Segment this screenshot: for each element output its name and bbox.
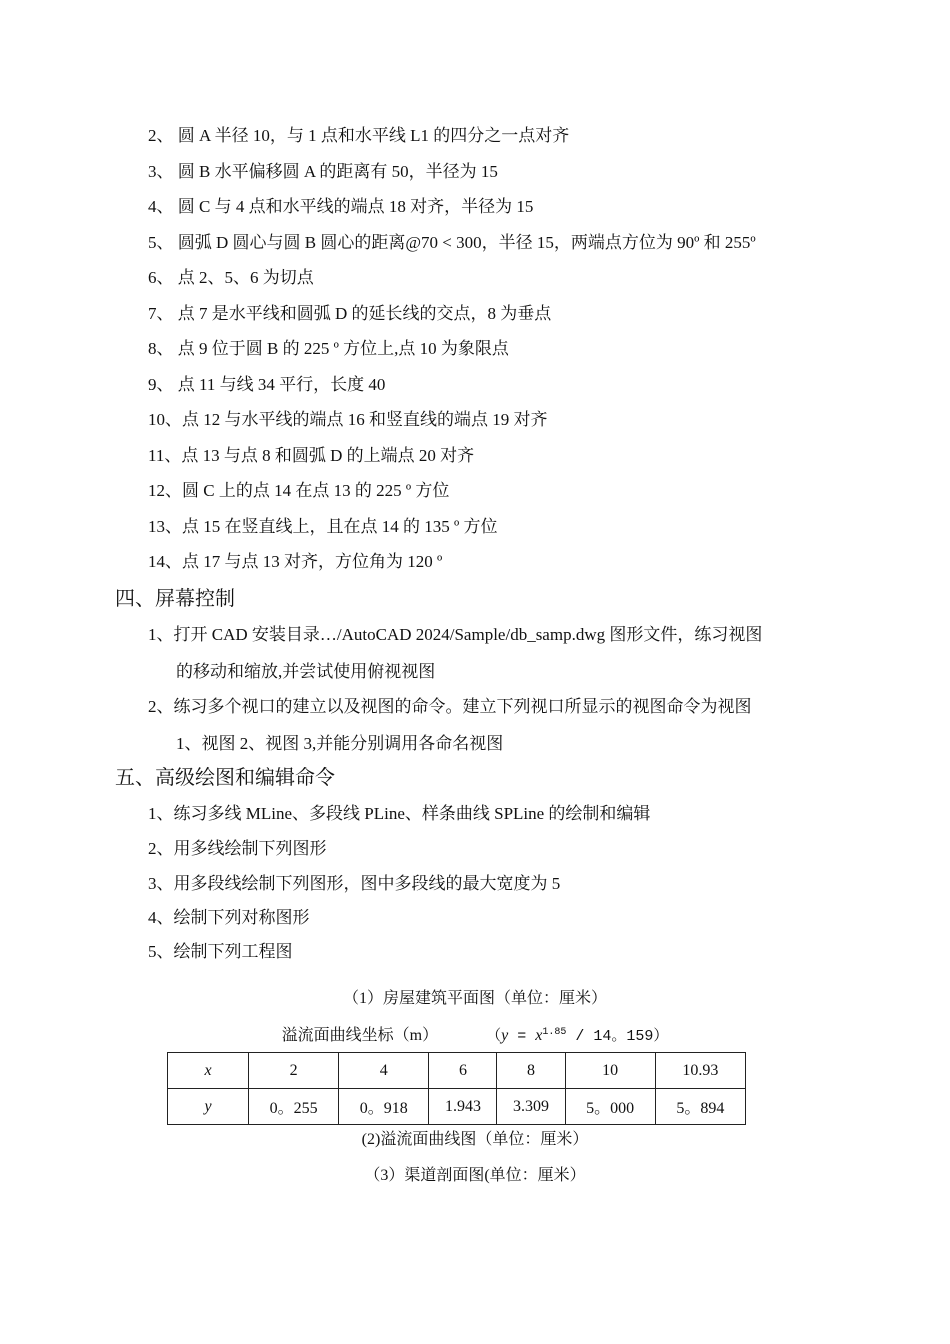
equation-rest: / 14。159 — [566, 1028, 654, 1045]
list-item: 1、打开 CAD 安装目录…/AutoCAD 2024/Sample/db_samp.dwg 图形文件，练习视图 — [148, 625, 763, 644]
list-item: 4、绘制下列对称图形 — [148, 908, 310, 927]
list-item: 12、圆 C 上的点 14 在点 13 的 225 º 方位 — [148, 481, 450, 500]
figure-caption-channel-section: （3）渠道剖面图(单位：厘米） — [364, 1167, 586, 1184]
table-cell: 3.309 — [497, 1089, 565, 1125]
list-item-continuation: 的移动和缩放,并尝试使用俯视视图 — [176, 662, 436, 681]
row-label-x: x — [168, 1053, 249, 1089]
list-item: 7、 点 7 是水平线和圆弧 D 的延长线的交点，8 为垂点 — [148, 304, 552, 323]
curve-equation: （$y = x^{1.85} / 14$。159） — [486, 1027, 669, 1045]
list-item: 2、练习多个视口的建立以及视图的命令。建立下列视口所显示的视图命令为视图 — [148, 697, 752, 716]
list-item: 6、 点 2、5、6 为切点 — [148, 268, 314, 287]
list-item: 3、用多段线绘制下列图形，图中多段线的最大宽度为 5 — [148, 874, 561, 893]
equation-equals: = — [508, 1028, 536, 1045]
table-cell: 0。918 — [339, 1089, 429, 1125]
equation-x: x — [535, 1027, 543, 1044]
list-item: 1、练习多线 MLine、多段线 PLine、样条曲线 SPLine 的绘制和编辑 — [148, 804, 651, 823]
list-item: 13、点 15 在竖直线上，且在点 14 的 135 º 方位 — [148, 517, 498, 536]
table-cell: 8 — [497, 1053, 565, 1089]
list-item-continuation: 1、视图 2、视图 3,并能分别调用各命名视图 — [176, 734, 504, 753]
equation-exponent: 1.85 — [542, 1027, 567, 1038]
table-cell: 0。255 — [249, 1089, 339, 1125]
list-item: 10、点 12 与水平线的端点 16 和竖直线的端点 19 对齐 — [148, 410, 548, 429]
table-cell: 10 — [565, 1053, 655, 1089]
list-item: 5、 圆弧 D 圆心与圆 B 圆心的距离@70 < 300，半径 15，两端点方位为 90º 和 255º — [148, 233, 756, 252]
table-cell: 1.943 — [429, 1089, 497, 1125]
equation-y: y — [501, 1027, 509, 1044]
table-row — [168, 1053, 746, 1089]
list-item: 11、点 13 与点 8 和圆弧 D 的上端点 20 对齐 — [148, 446, 475, 465]
table-title — [0, 1022, 950, 1048]
list-item: 8、 点 9 位于圆 B 的 225 º 方位上,点 10 为象限点 — [148, 339, 509, 358]
list-item: 3、 圆 B 水平偏移圆 A 的距离有 50，半径为 15 — [148, 162, 498, 181]
list-item: 4、 圆 C 与 4 点和水平线的端点 18 对齐，半径为 15 — [148, 197, 534, 216]
table-cell: 4 — [339, 1053, 429, 1089]
section-heading-screen-control: 四、屏幕控制 — [115, 588, 235, 610]
table-cell: 6 — [429, 1053, 497, 1089]
row-label-y: y — [168, 1089, 249, 1125]
table-title-text: 溢流面曲线坐标（m） — [281, 1027, 439, 1044]
figure-caption-floor-plan: （1）房屋建筑平面图（单位：厘米） — [342, 990, 607, 1007]
table-cell: 10.93 — [655, 1053, 745, 1089]
list-item: 2、 圆 A 半径 10，与 1 点和水平线 L1 的四分之一点对齐 — [148, 126, 570, 145]
table-cell: 2 — [249, 1053, 339, 1089]
table-cell: 5。000 — [565, 1089, 655, 1125]
list-item: 2、用多线绘制下列图形 — [148, 839, 327, 858]
list-item: 14、点 17 与点 13 对齐，方位角为 120 º — [148, 552, 443, 571]
table-row — [168, 1089, 746, 1125]
section-heading-advanced-drawing: 五、高级绘图和编辑命令 — [115, 767, 335, 789]
curve-coordinate-table — [167, 1052, 746, 1125]
table-cell: 5。894 — [655, 1089, 745, 1125]
list-item: 5、绘制下列工程图 — [148, 942, 293, 961]
list-item: 9、 点 11 与线 34 平行，长度 40 — [148, 375, 386, 394]
figure-caption-curve: (2)溢流面曲线图（单位：厘米） — [361, 1131, 589, 1148]
